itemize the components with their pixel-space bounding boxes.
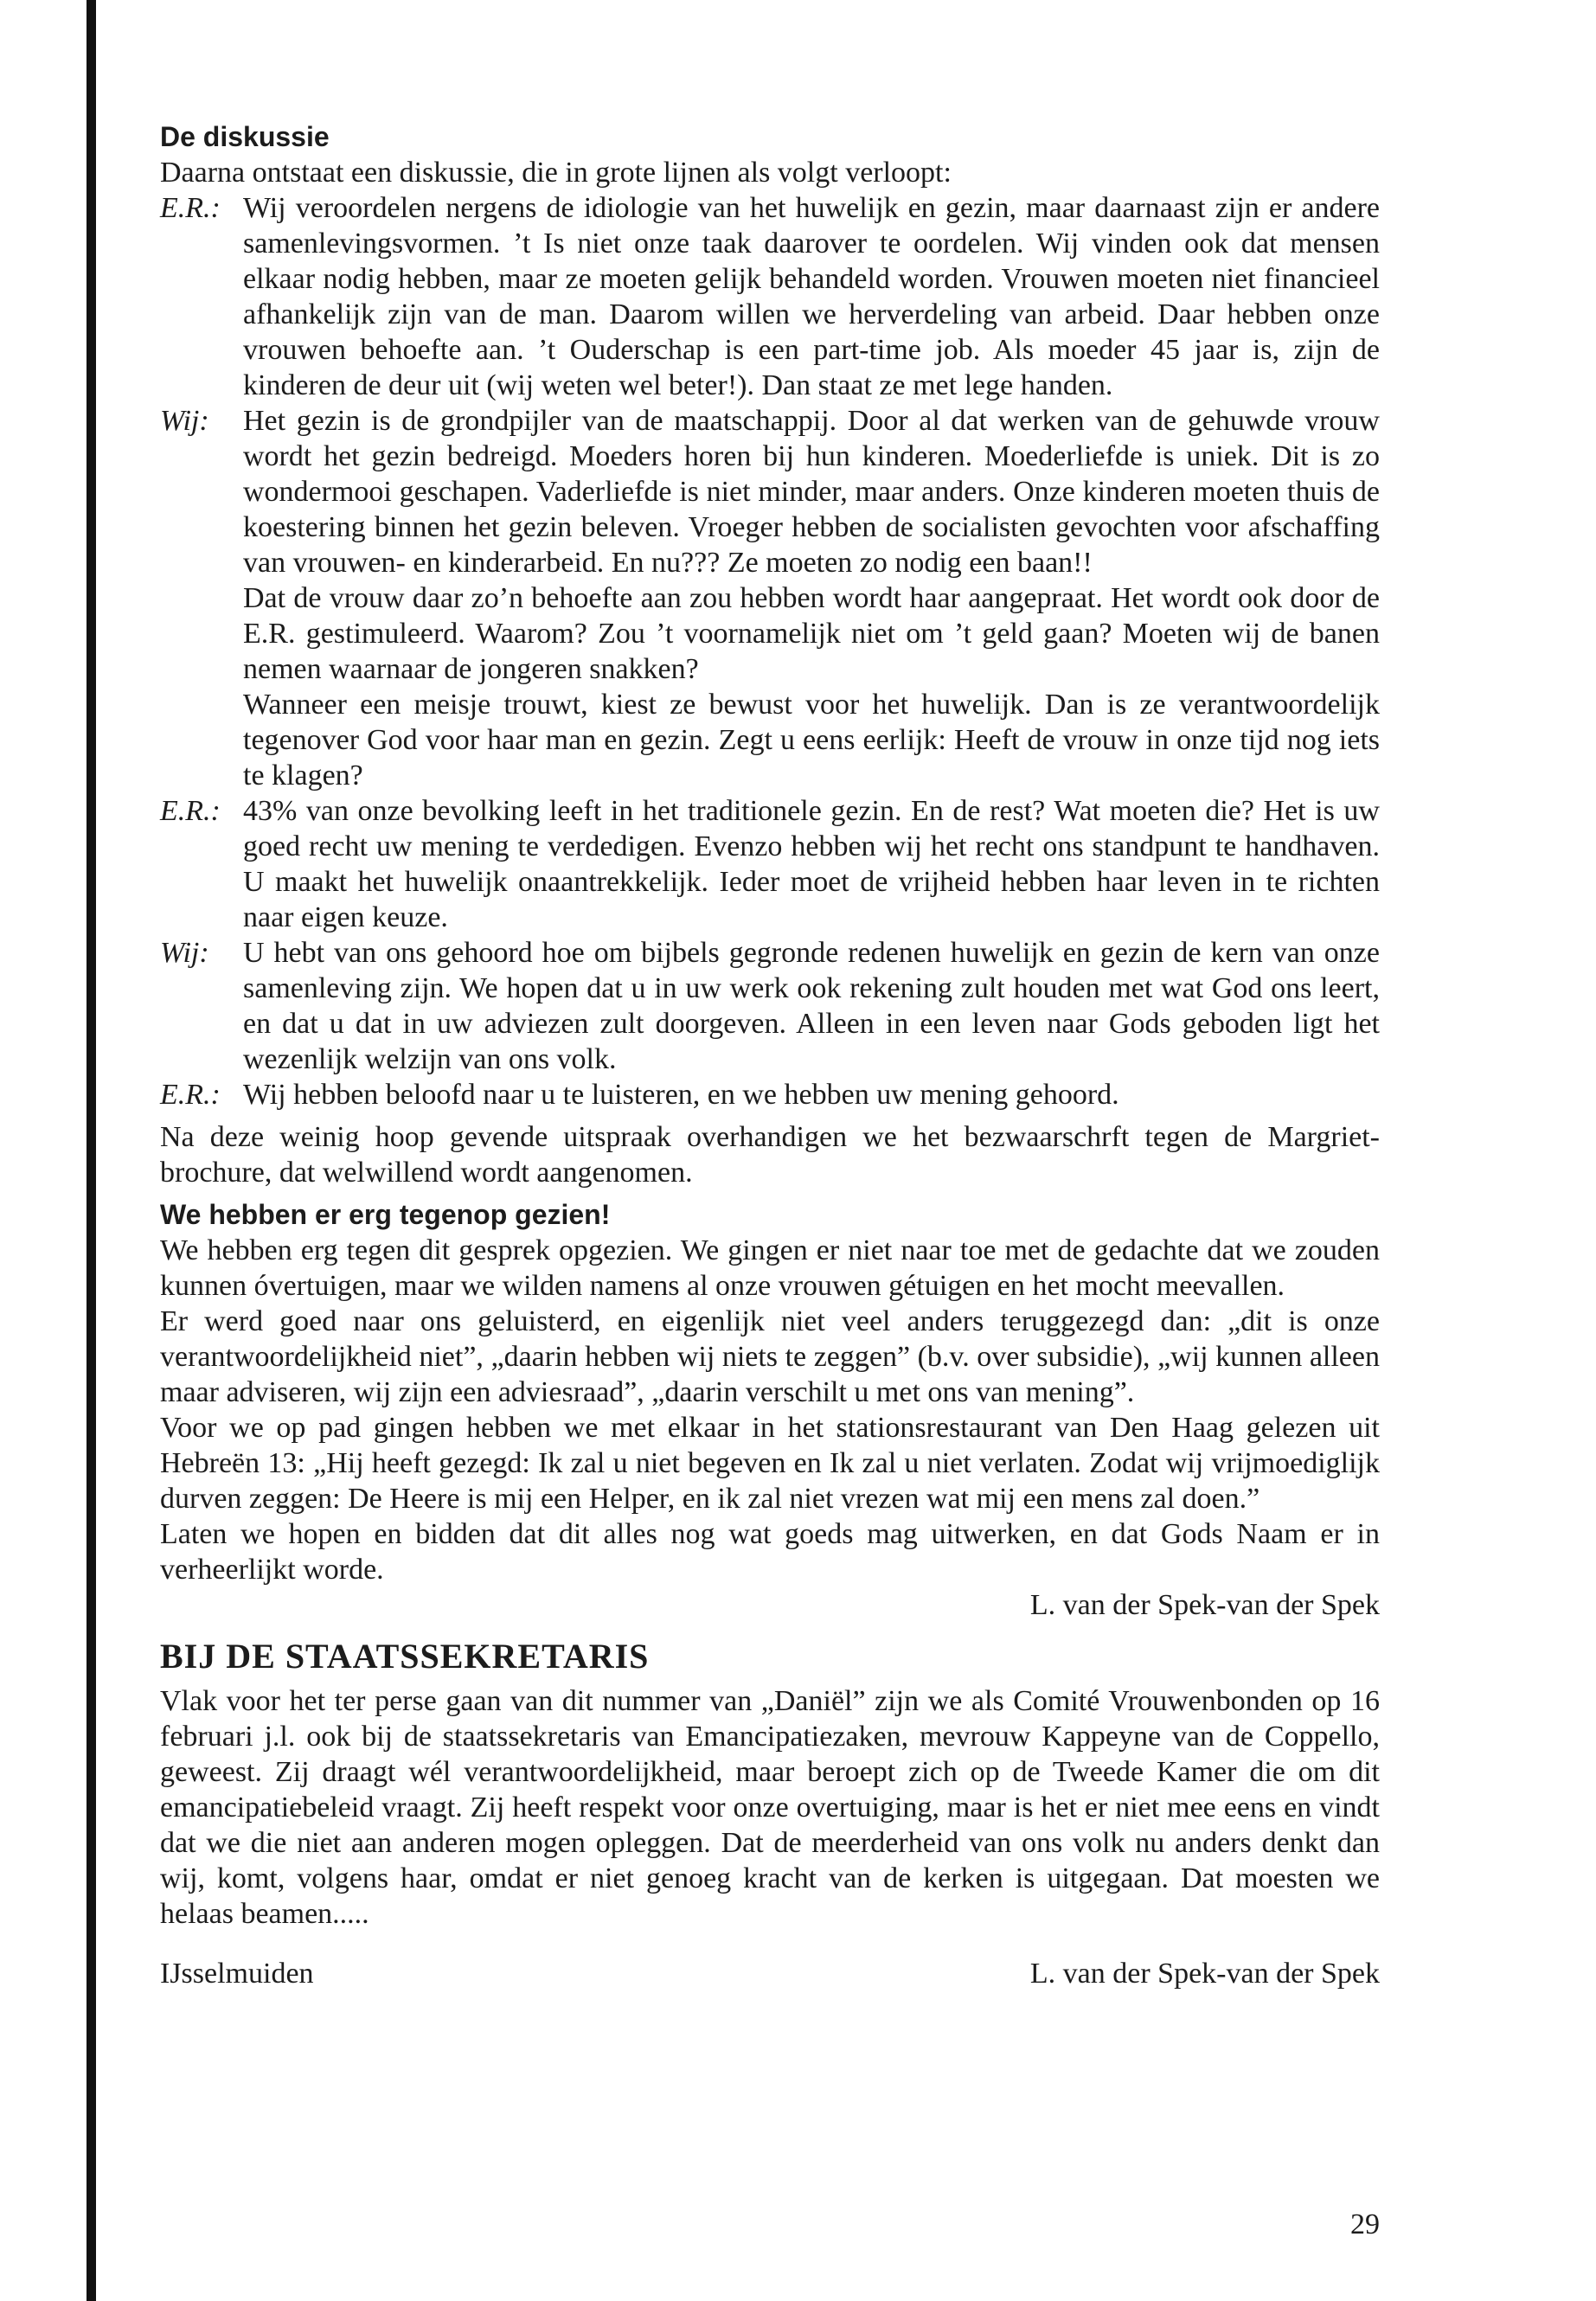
- dialogue-text: U hebt van ons gehoord hoe om bijbels gegronde redenen huwelijk en gezin de kern van onze samenleving zijn. We hopen dat u in uw werk ook rekening zult houden met wat God ons leert, en dat u dat in uw adviezen zult doorgeven. Alleen in een leven naar Gods geboden ligt het wezenlijk welzijn van ons volk.: [243, 937, 1380, 1075]
- body-paragraph: Voor we op pad gingen hebben we met elkaar in het stationsrestaurant van Den Haag gelezen uit Hebreën 13: „Hij heeft gezegd: Ik zal u niet begeven en Ik zal u niet verlaten. Zodat wij vrijmoediglijk durven zeggen: De Heere is mij een Helper, en ik zal niet vrezen wat mij een mens zal doen.”: [160, 1412, 1380, 1515]
- dialogue-text: Dat de vrouw daar zo’n behoefte aan zou hebben wordt haar aangepraat. Het wordt ook door de E.R. gestimuleerd. Waarom? Zou ’t voornamelijk niet om ’t geld gaan? Moeten wij de banen nemen waarnaar de jongeren snakken?: [243, 582, 1380, 685]
- dialogue-block: [160, 403, 1380, 793]
- speaker-label: E.R.:: [160, 192, 221, 224]
- dialogue-block: [160, 935, 1380, 1077]
- document-page: [160, 119, 1380, 1991]
- section-heading-diskussie: De diskussie: [160, 121, 330, 152]
- dialogue-block: [160, 190, 1380, 403]
- intro-paragraph: Daarna ontstaat een diskussie, die in grote lijnen als volgt verloopt:: [160, 157, 952, 189]
- dialogue-text: Wij hebben beloofd naar u te luisteren, en we hebben uw mening gehoord.: [243, 1079, 1119, 1111]
- dialogue-text: Het gezin is de grondpijler van de maatschappij. Door al dat werken van de gehuwde vrouw wordt het gezin bedreigd. Moeders horen bij hun kinderen. Moederliefde is uniek. Dit is zo wondermooi geschapen. Vaderliefde is niet minder, maar anders. Onze kinderen moeten thuis de koestering binnen het gezin beleven. Vroeger hebben de socialisten gevochten voor afschaffing van vrouwen- en kinderarbeid. En nu??? Ze moeten zo nodig een baan!!: [243, 405, 1380, 579]
- speaker-label: E.R.:: [160, 795, 221, 827]
- dialogue-text: 43% van onze bevolking leeft in het traditionele gezin. En de rest? Wat moeten die? Het is uw goed recht uw mening te verdedigen. Evenzo hebben wij het recht ons standpunt te handhaven. U maakt het huwelijk onaantrekkelijk. Ieder moet de vrijheid hebben haar leven in te richten naar eigen keuze.: [243, 795, 1380, 933]
- body-paragraph: Er werd goed naar ons geluisterd, en eigenlijk niet veel anders teruggezegd dan: „dit is onze verantwoordelijkheid niet”, „daarin hebben wij niets te zeggen” (b.v. over subsidie), „wij kunnen alleen maar adviseren, wij zijn een adviesraad”, „daarin verschilt u met ons van mening”.: [160, 1305, 1380, 1408]
- closing-footer: [160, 1956, 1380, 1991]
- dialogue-text: Wij veroordelen nergens de idiologie van het huwelijk en gezin, maar daarnaast zijn er andere samenlevingsvormen. ’t Is niet onze taak daarover te oordelen. Wij vinden ook dat mensen elkaar nodig hebben, maar ze moeten gelijk behandeld worden. Vrouwen moeten niet financieel afhankelijk zijn van de man. Daarom willen we herverdeling van arbeid. Daar hebben onze vrouwen behoefte aan. ’t Ouderschap is een part-time job. Als moeder 45 jaar is, zijn de kinderen de deur uit (wij weten wel beter!). Dan staat ze met lege handen.: [243, 192, 1380, 401]
- body-paragraph: We hebben erg tegen dit gesprek opgezien. We gingen er niet naar toe met de gedachte dat we zouden kunnen óvertuigen, maar we wilden namens al onze vrouwen gétuigen en het mocht meevallen.: [160, 1234, 1380, 1302]
- page-number: 29: [1350, 2208, 1380, 2240]
- after-talk-paragraph: Na deze weinig hoop gevende uitspraak overhandigen we het bezwaarschrft tegen de Margriet-brochure, dat welwillend wordt aangenomen.: [160, 1121, 1380, 1189]
- section-heading-staatssekretaris: BIJ DE STAATSSEKRETARIS: [160, 1637, 650, 1676]
- body-paragraph: Laten we hopen en bidden dat dit alles nog wat goeds mag uitwerken, en dat Gods Naam er in verheerlijkt worde.: [160, 1518, 1380, 1586]
- body-paragraph: Vlak voor het ter perse gaan van dit nummer van „Daniël” zijn we als Comité Vrouwenbonden op 16 februari j.l. ook bij de staatssekretaris van Emancipatiezaken, mevrouw Kappeyne van de Coppello, geweest. Zij draagt wél verantwoordelijkheid, maar beroept zich op de Tweede Kamer die om dit emancipatiebeleid vraagt. Zij heeft respekt voor onze overtuiging, maar is het er niet mee eens en vindt dat we die niet aan anderen mogen opleggen. Dat de meerderheid van ons volk nu anders denkt dan wij, komt, volgens haar, omdat er niet genoeg kracht van de kerken is uitgegaan. Dat moesten we helaas beamen.....: [160, 1685, 1380, 1930]
- signature: L. van der Spek-van der Spek: [1029, 1589, 1380, 1621]
- signature: L. van der Spek-van der Spek: [1029, 1958, 1380, 1990]
- place-name: IJsselmuiden: [160, 1958, 314, 1990]
- speaker-label: E.R.:: [160, 1079, 221, 1111]
- dialogue-block: [160, 793, 1380, 935]
- page-binding-edge: [87, 0, 96, 2301]
- section-heading-tegenop: We hebben er erg tegenop gezien!: [160, 1199, 611, 1230]
- speaker-label: Wij:: [160, 405, 209, 437]
- dialogue-text: Wanneer een meisje trouwt, kiest ze bewust voor het huwelijk. Dan is ze verantwoordelijk tegenover God voor haar man en gezin. Zegt u eens eerlijk: Heeft de vrouw in onze tijd nog iets te klagen?: [243, 689, 1380, 792]
- dialogue-block: [160, 1077, 1380, 1112]
- speaker-label: Wij:: [160, 937, 209, 969]
